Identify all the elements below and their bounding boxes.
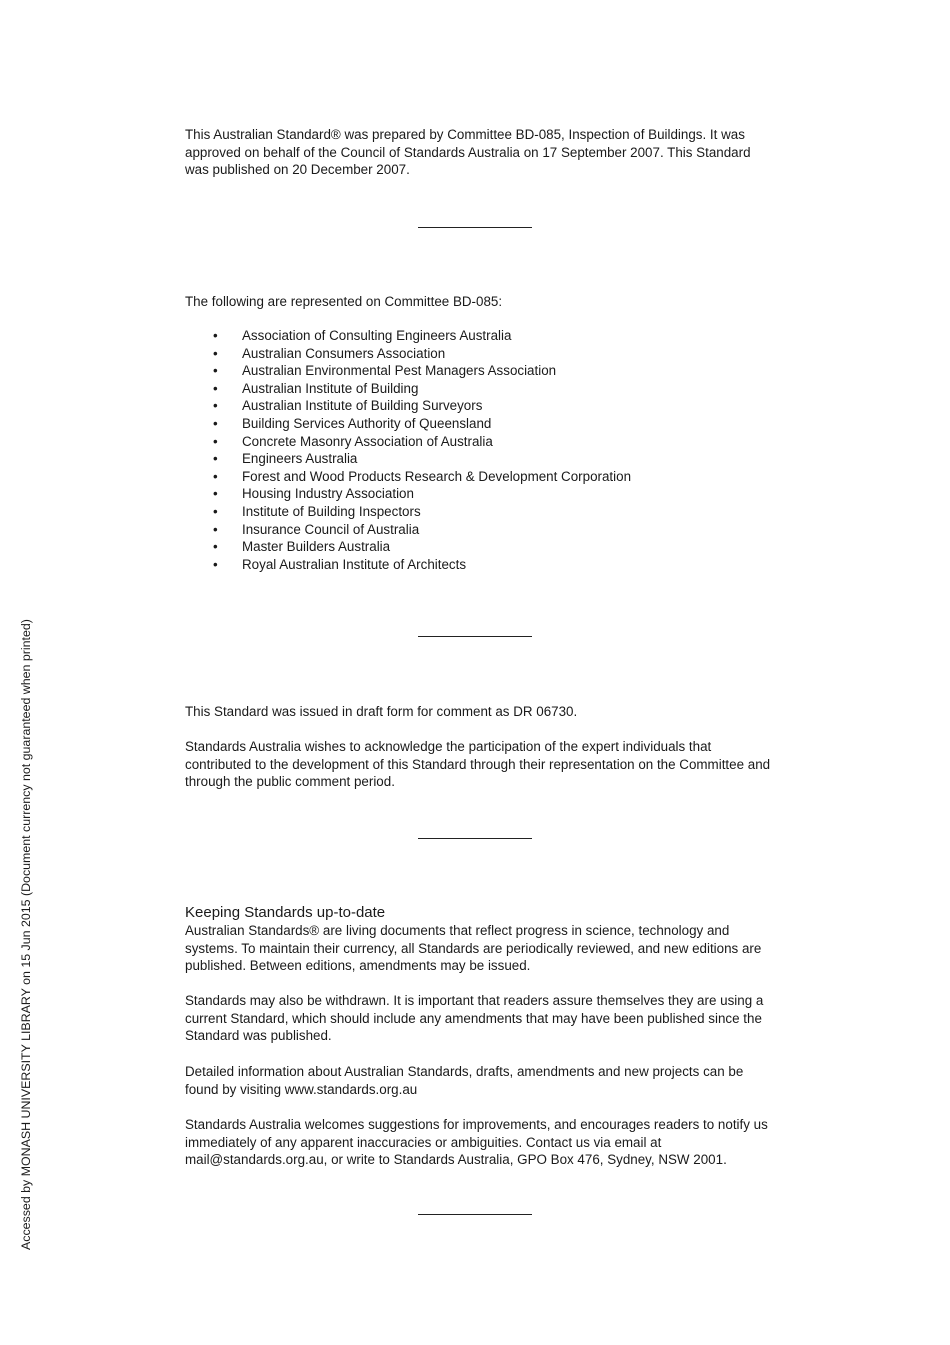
section-heading: Keeping Standards up-to-date [185,904,386,921]
list-item [213,327,631,345]
committee-member: Master Builders Australia [242,539,391,555]
bullet-icon: • [213,380,218,396]
acknowledgement-paragraph: Standards Australia wishes to acknowledge the participation of the expert individuals that contributed to the development of this Standard through their representation on the Committee and through the public comment period. [185,739,771,790]
list-item [213,362,631,380]
list-item [213,538,631,556]
bullet-icon: • [213,503,218,519]
bullet-icon: • [213,398,218,414]
section-divider [418,636,532,637]
bullet-icon: • [213,328,218,343]
bullet-icon: • [213,521,218,537]
bullet-icon: • [213,415,218,431]
withdrawal-paragraph: Standards may also be withdrawn. It is important that readers assure themselves they are using a current Standard, which should include any amendments that may have been published since the Standard was published. [185,993,764,1044]
section-divider [418,1214,532,1215]
list-item [213,433,631,451]
list-item [213,450,631,468]
committee-member-list [213,327,631,573]
committee-member: Australian Environmental Pest Managers Association [242,363,557,379]
list-item [213,345,631,363]
committee-member: Royal Australian Institute of Architects [242,556,467,572]
list-item [213,415,631,433]
committee-member: Forest and Wood Products Research & Development Corporation [242,468,632,484]
access-watermark: Accessed by MONASH UNIVERSITY LIBRARY on 15 Jun 2015 (Document currency not guaranteed when printed) [19,619,33,1250]
committee-member: Australian Institute of Building Surveyors [242,398,483,414]
committee-member: Institute of Building Inspectors [242,503,421,519]
list-item [213,556,631,574]
section-divider [418,227,532,228]
committee-member: Australian Institute of Building [242,380,419,396]
bullet-icon: • [213,556,218,572]
information-paragraph: Detailed information about Australian Standards, drafts, amendments and new projects can be found by visiting www.standards.org.au [185,1064,744,1097]
draft-issued-note: This Standard was issued in draft form for comment as DR 06730. [185,704,578,719]
bullet-icon: • [213,486,218,502]
living-documents-paragraph: Australian Standards® are living documents that reflect progress in science, technology and systems. To maintain their currency, all Standards are periodically reviewed, and new editions are published. Between editions, amendments may be issued. [185,923,762,974]
list-item [213,485,631,503]
committee-intro: The following are represented on Committee BD-085: [185,294,503,309]
list-item [213,380,631,398]
list-item [213,521,631,539]
bullet-icon: • [213,451,218,467]
committee-member: Engineers Australia [242,451,358,467]
list-item [213,397,631,415]
bullet-icon: • [213,363,218,379]
list-item [213,503,631,521]
list-item [213,468,631,486]
bullet-icon: • [213,345,218,361]
contact-paragraph: Standards Australia welcomes suggestions for improvements, and encourages readers to notify us immediately of any apparent inaccuracies or ambiguities. Contact us via email at mail@standards.org.au, or write to Standards Australia, GPO Box 476, Sydney, NSW 2001. [185,1117,768,1168]
committee-member: Housing Industry Association [242,486,414,502]
preparation-statement: This Australian Standard® was prepared by Committee BD-085, Inspection of Buildings. It was approved on behalf of the Council of Standards Australia on 17 September 2007. This Standard was published on 20 December 2007. [185,127,751,178]
bullet-icon: • [213,539,218,555]
committee-member: Australian Consumers Association [242,345,446,361]
bullet-icon: • [213,433,218,449]
committee-member: Association of Consulting Engineers Australia [242,328,512,343]
section-divider [418,838,532,839]
committee-member: Concrete Masonry Association of Australia [242,433,493,449]
committee-member: Insurance Council of Australia [242,521,420,537]
bullet-icon: • [213,468,218,484]
committee-member: Building Services Authority of Queensland [242,415,492,431]
